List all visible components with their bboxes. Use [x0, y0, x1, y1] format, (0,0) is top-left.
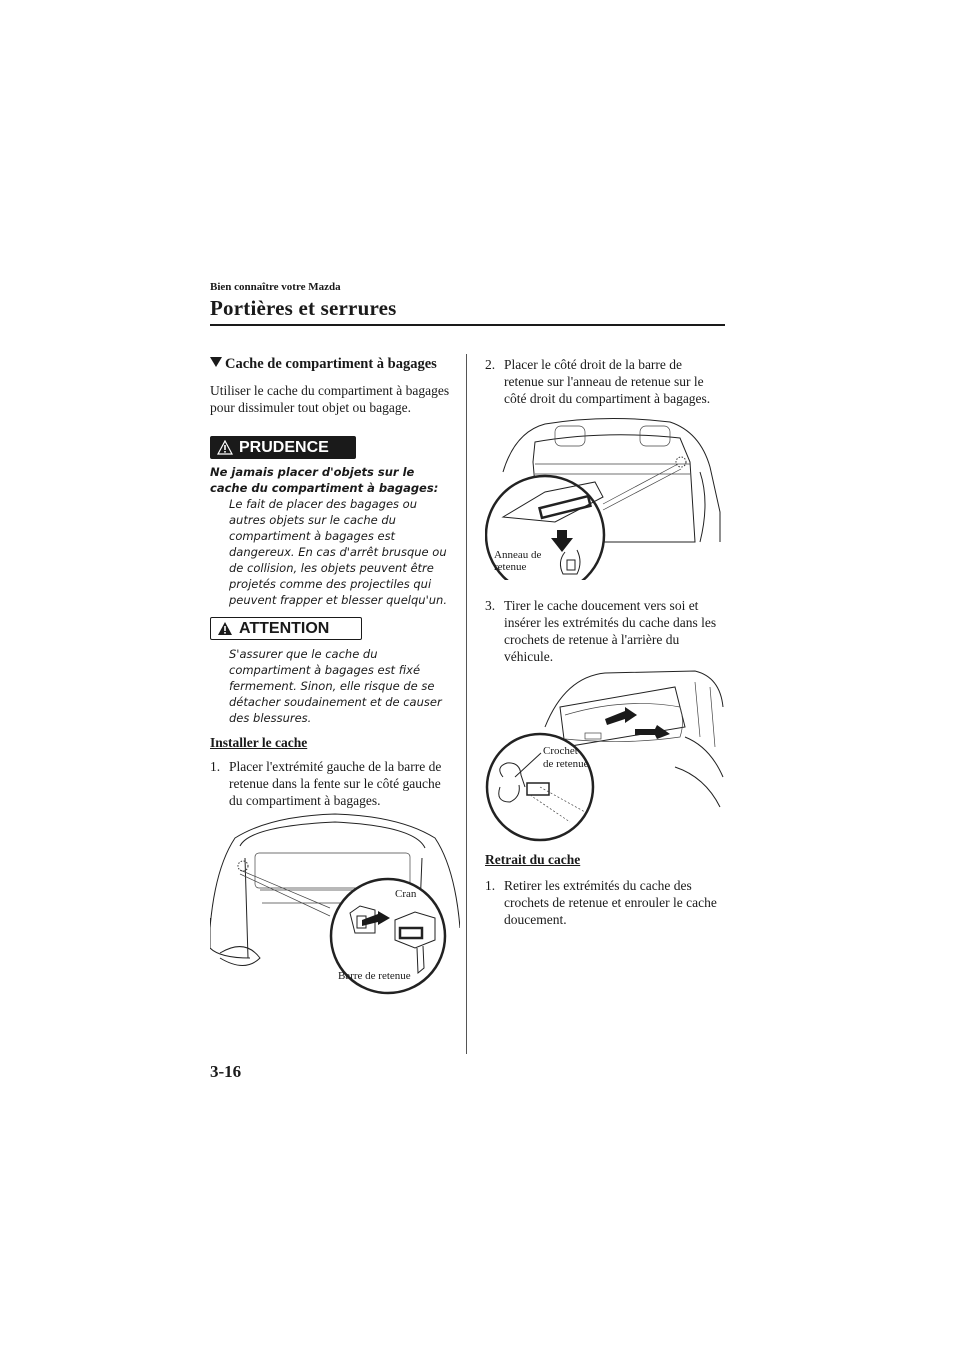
- step-number: 2.: [485, 357, 496, 372]
- caution-label: PRUDENCE: [239, 438, 329, 456]
- section-intro: Utiliser le cache du compartiment à bagages pour dissimuler tout objet ou bagage.: [210, 383, 450, 415]
- attention-label: ATTENTION: [239, 619, 330, 637]
- install-heading: Installer le cache: [210, 735, 308, 750]
- step-text: Retirer les extrémités du cache des crochets de retenue et enrouler le cache doucement.: [504, 878, 717, 927]
- section-title: Cache de compartiment à bagages: [225, 356, 437, 372]
- remove-step-1: [485, 877, 725, 928]
- figure-label-anneau-2: retenue: [494, 561, 527, 573]
- page-number: 3-16: [210, 1062, 242, 1081]
- step-number: 1.: [210, 759, 221, 774]
- attention-badge: [210, 617, 362, 640]
- caution-bold-text: Ne jamais placer d'objets sur le cache du compartiment à bagages:: [210, 465, 439, 495]
- caution-body-text: Le fait de placer des bagages ou autres objets sur le cache du compartiment à bagages est dangereux. En cas d'arrêt brusque ou de collision, les objets peuvent être projetés comme des projectiles qui peuvent frapper et blesser quelqu'un.: [229, 497, 447, 607]
- warning-icon: [217, 440, 233, 455]
- figure-label-crochet-2: de retenue: [543, 758, 589, 770]
- warning-icon: [217, 621, 233, 636]
- install-step-3: [485, 597, 725, 665]
- figure-right-hooks: [485, 667, 725, 847]
- page-title: Portières et serrures: [210, 296, 397, 320]
- figure-left-slot: [210, 808, 460, 998]
- section-heading: [210, 356, 437, 373]
- figure-label-cran: Cran: [395, 888, 417, 900]
- remove-heading: Retrait du cache: [485, 852, 581, 867]
- figure-label-crochet-1: Crochet: [543, 745, 578, 757]
- figure-label-anneau-1: Anneau de: [494, 549, 542, 561]
- step-text: Placer le côté droit de la barre de retenue sur l'anneau de retenue sur le côté droit du compartiment à bagages.: [504, 357, 711, 406]
- step-number: 1.: [485, 878, 496, 893]
- install-step-1: [210, 758, 455, 809]
- install-step-2: [485, 356, 725, 407]
- step-number: 3.: [485, 598, 496, 613]
- title-rule: [210, 324, 725, 326]
- caution-badge: [210, 436, 356, 459]
- breadcrumb: Bien connaître votre Mazda: [210, 281, 341, 293]
- attention-body-text: S'assurer que le cache du compartiment à bagages est fixé fermement. Sinon, elle risque de se détacher soudainement et de causer des blessures.: [229, 647, 442, 725]
- column-divider: [466, 354, 467, 1054]
- step-text: Tirer le cache doucement vers soi et insérer les extrémités du cache dans les crochets de retenue à l'arrière du véhicule.: [504, 598, 717, 664]
- figure-label-barre: Barre de retenue: [338, 970, 411, 982]
- step-text: Placer l'extrémité gauche de la barre de retenue dans la fente sur le côté gauche du compartiment à bagages.: [229, 759, 442, 808]
- triangle-bullet-icon: [210, 357, 222, 367]
